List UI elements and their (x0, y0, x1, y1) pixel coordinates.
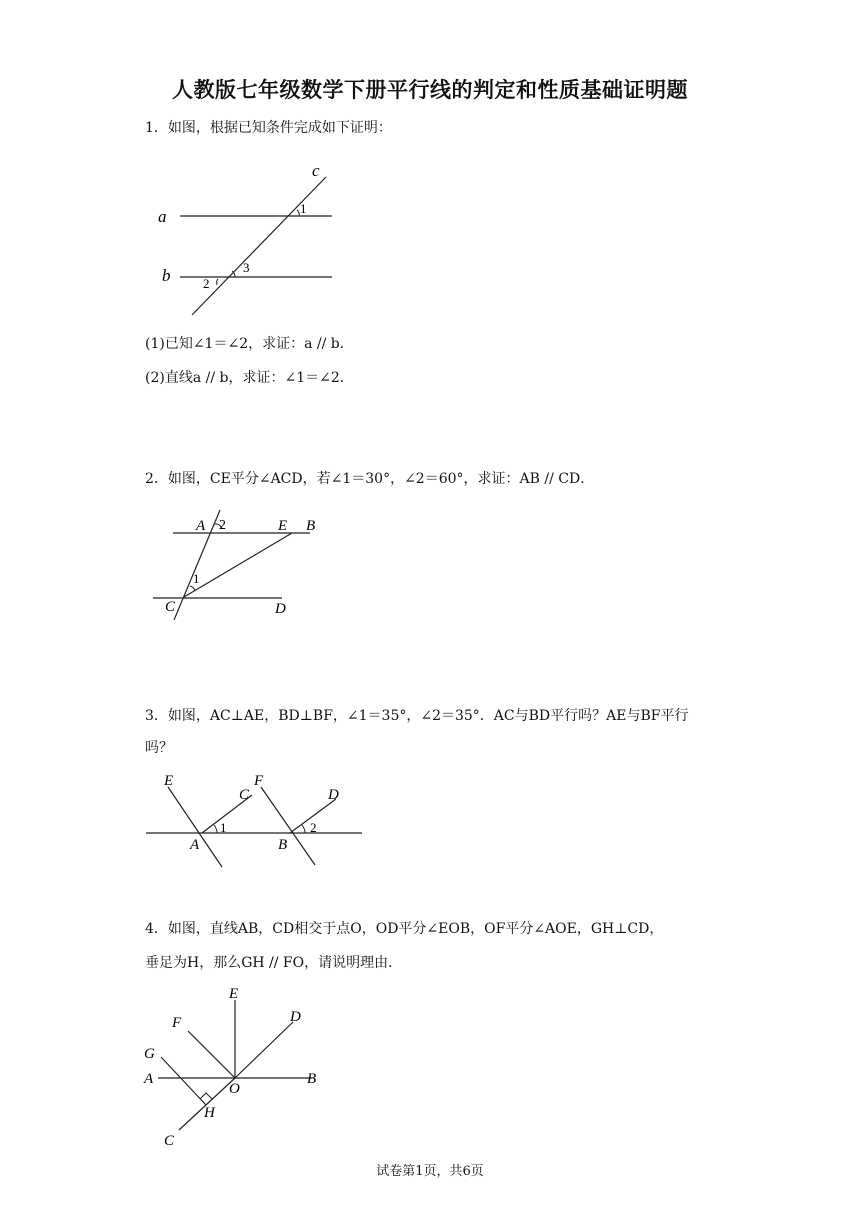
angle-2-arc (217, 279, 218, 285)
question-3-figure (140, 765, 370, 875)
page-footer: 试卷第1页，共6页 (376, 1164, 484, 1179)
question-4-figure (140, 980, 340, 1150)
question-2-figure (140, 500, 340, 630)
question-3-stem-line-2: 吗？ (145, 740, 173, 756)
label-B: B (306, 518, 316, 534)
line-GH (161, 1057, 206, 1105)
label-F: F (254, 773, 264, 789)
label-angle-2: 2 (219, 518, 226, 533)
label-C: C (165, 599, 176, 615)
label-O: O (229, 1081, 240, 1097)
label-C: C (239, 787, 250, 803)
label-B: B (278, 837, 288, 853)
label-angle-1: 1 (220, 820, 227, 835)
label-B: B (307, 1071, 317, 1087)
question-4-stem-line-1: 4．如图，直线AB，CD相交于点O，OD平分∠EOB，OF平分∠AOE，GH⊥CD， (145, 921, 664, 937)
label-E: E (164, 773, 174, 789)
question-4-stem-line-2: 垂足为H，那么GH // FO，请说明理由． (145, 955, 403, 971)
label-E: E (229, 986, 239, 1002)
label-b: b (162, 266, 171, 285)
label-A: A (190, 837, 200, 853)
label-C: C (164, 1133, 175, 1149)
ray-OD (235, 1022, 293, 1078)
label-G: G (144, 1046, 155, 1062)
label-angle-2: 2 (203, 276, 210, 291)
line-c (192, 177, 326, 315)
label-angle-3: 3 (243, 260, 250, 275)
label-D: D (275, 601, 286, 617)
label-F: F (172, 1015, 182, 1031)
angle-1-arc (214, 825, 217, 833)
label-angle-1: 1 (300, 201, 307, 216)
ray-OF (188, 1031, 235, 1078)
question-1-part-2: (2)直线a // b，求证：∠1＝∠2． (145, 370, 354, 386)
label-D: D (328, 787, 339, 803)
right-angle-mark (200, 1093, 212, 1099)
question-2-stem: 2．如图，CE平分∠ACD，若∠1＝30°，∠2＝60°，求证：AB // CD． (145, 471, 595, 487)
question-3-stem-line-1: 3．如图，AC⊥AE，BD⊥BF，∠1＝35°，∠2＝35°．AC与BD平行吗？AE与BF平行 (145, 708, 689, 724)
label-a: a (158, 207, 167, 226)
line-BF (261, 787, 315, 865)
line-ce (184, 533, 292, 597)
label-H: H (204, 1105, 215, 1121)
question-1-stem: 1．如图，根据已知条件完成如下证明： (145, 120, 392, 136)
label-E: E (278, 518, 288, 534)
page-title: 人教版七年级数学下册平行线的判定和性质基础证明题 (172, 78, 688, 102)
label-c: c (312, 161, 320, 180)
label-angle-1: 1 (193, 571, 200, 586)
angle-1-arc (190, 586, 195, 591)
label-A: A (144, 1071, 154, 1087)
label-D: D (290, 1009, 301, 1025)
label-A: A (196, 518, 206, 534)
label-angle-2: 2 (310, 820, 317, 835)
question-1-figure (140, 155, 360, 325)
line-AE (168, 787, 222, 867)
angle-2-arc (302, 825, 305, 833)
question-1-part-1: (1)已知∠1＝∠2，求证：a // b． (145, 336, 354, 352)
angle-1-arc (297, 210, 299, 216)
